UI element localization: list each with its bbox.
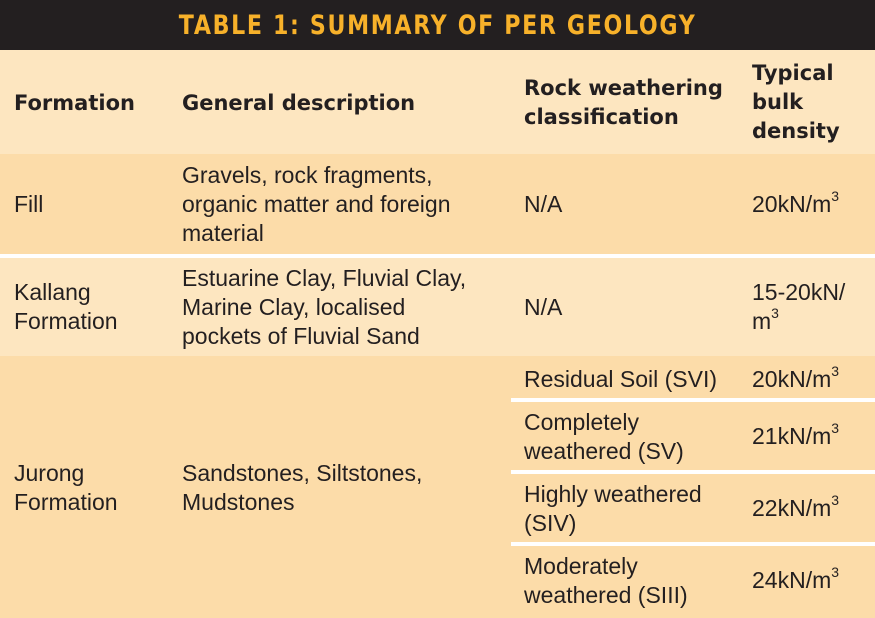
fill-weathering: N/A bbox=[524, 191, 563, 217]
divider-jurong-sub-3 bbox=[511, 542, 875, 546]
header-weathering-line2: classification bbox=[524, 105, 679, 129]
jurong-desc-line1: Sandstones, Siltstones, bbox=[182, 460, 423, 486]
fill-desc-line3: material bbox=[182, 220, 264, 246]
jurong-sub-weathering: Residual Soil (SVI) bbox=[524, 366, 718, 392]
table-title-bar bbox=[0, 0, 875, 50]
jurong-sub-weathering-line2: weathered (SIII) bbox=[524, 582, 688, 608]
divider-jurong-sub-1 bbox=[511, 398, 875, 402]
jurong-sub-density bbox=[752, 566, 839, 595]
jurong-sub-density-value: 24kN/m bbox=[752, 567, 832, 593]
kallang-desc-line1: Estuarine Clay, Fluvial Clay, bbox=[182, 265, 467, 291]
jurong-sub-density-sup: 3 bbox=[831, 492, 840, 509]
jurong-sub-weathering-line1: Moderately bbox=[524, 553, 638, 579]
kallang-density-line2 bbox=[752, 307, 779, 336]
jurong-sub-density bbox=[752, 365, 839, 394]
jurong-sub-density bbox=[752, 494, 839, 523]
kallang-density-unit: m bbox=[752, 308, 772, 334]
header-density-line2: bulk bbox=[752, 90, 804, 114]
divider-jurong-sub-2 bbox=[511, 470, 875, 474]
header-description: General description bbox=[182, 91, 416, 115]
fill-density-value: 20kN/m bbox=[752, 191, 832, 217]
jurong-sub-weathering-line1: Highly weathered bbox=[524, 481, 702, 507]
jurong-sub-density-value: 20kN/m bbox=[752, 366, 832, 392]
jurong-sub-weathering-line1: Completely bbox=[524, 409, 640, 435]
fill-desc-line1: Gravels, rock fragments, bbox=[182, 162, 433, 188]
kallang-formation-line2: Formation bbox=[14, 308, 118, 334]
fill-desc-line2: organic matter and foreign bbox=[182, 191, 451, 217]
kallang-density-line1: 15-20kN/ bbox=[752, 279, 846, 305]
jurong-sub-weathering-line2: weathered (SV) bbox=[524, 438, 684, 464]
kallang-desc-line2: Marine Clay, localised bbox=[182, 294, 406, 320]
fill-density bbox=[752, 190, 839, 219]
jurong-sub-density-sup: 3 bbox=[831, 564, 840, 581]
header-density-line1: Typical bbox=[752, 61, 834, 85]
fill-formation: Fill bbox=[14, 191, 44, 217]
table-row-jurong bbox=[0, 356, 875, 618]
jurong-desc-line2: Mudstones bbox=[182, 489, 295, 515]
header-density-line3: density bbox=[752, 119, 840, 143]
fill-density-sup: 3 bbox=[831, 188, 840, 205]
header-weathering-line1: Rock weathering bbox=[524, 76, 723, 100]
kallang-formation-line1: Kallang bbox=[14, 279, 91, 305]
kallang-desc-line3: pockets of Fluvial Sand bbox=[182, 323, 420, 349]
jurong-sub-weathering-line2: (SIV) bbox=[524, 510, 577, 536]
jurong-sub-density-sup: 3 bbox=[831, 363, 840, 380]
jurong-sub-density bbox=[752, 422, 839, 451]
table-title: TABLE 1: SUMMARY OF PER GEOLOGY bbox=[178, 9, 697, 41]
jurong-sub-density-value: 22kN/m bbox=[752, 495, 832, 521]
jurong-formation-line1: Jurong bbox=[14, 460, 85, 486]
kallang-density-sup: 3 bbox=[771, 305, 779, 322]
jurong-sub-density-value: 21kN/m bbox=[752, 423, 832, 449]
header-formation: Formation bbox=[14, 91, 135, 115]
jurong-formation-line2: Formation bbox=[14, 489, 118, 515]
kallang-weathering: N/A bbox=[524, 294, 563, 320]
jurong-sub-density-sup: 3 bbox=[831, 420, 840, 437]
